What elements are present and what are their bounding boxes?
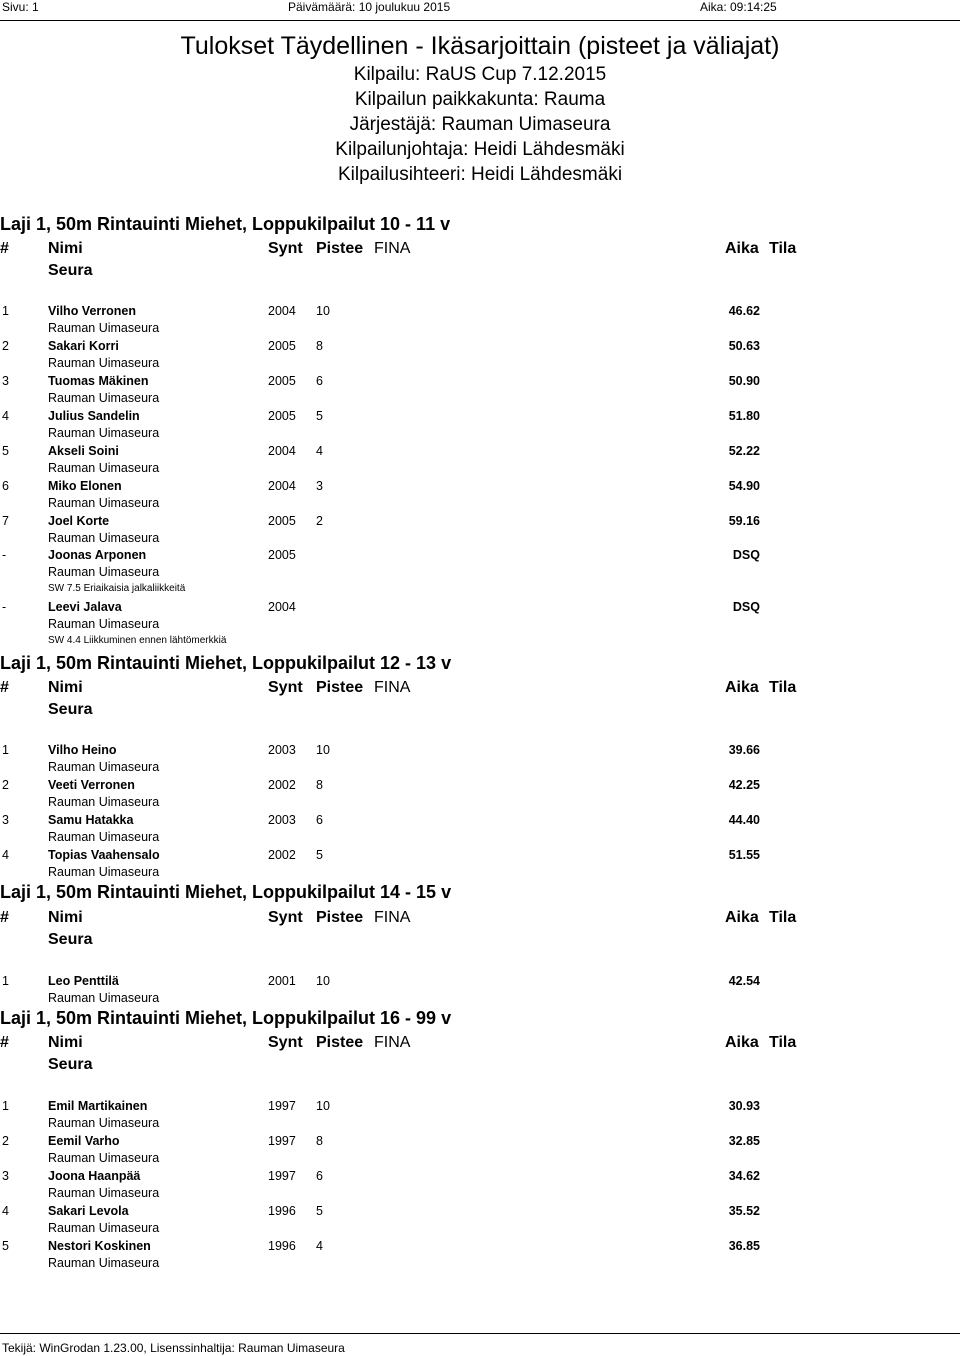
rank: 5 — [2, 444, 9, 458]
birth-year: 2003 — [268, 743, 296, 757]
points: 6 — [316, 1169, 323, 1183]
disqualification-note: SW 4.4 Liikkuminen ennen lähtömerkkiä — [48, 635, 227, 646]
birth-year: 2005 — [268, 514, 296, 528]
column-header-name: Nimi — [48, 679, 83, 696]
club-name: Rauman Uimaseura — [48, 830, 160, 844]
swimmer-name: Emil Martikainen — [48, 1099, 148, 1113]
column-header-time: Aika — [725, 240, 759, 257]
print-date: Päivämäärä: 10 joulukuu 2015 — [288, 0, 451, 14]
document-title: Tulokset Täydellinen - Ikäsarjoittain (pisteet ja väliajat) — [180, 32, 780, 60]
swimmer-name: Vilho Verronen — [48, 304, 136, 318]
column-header-row — [0, 239, 960, 283]
points: 8 — [316, 778, 323, 792]
column-header-row — [0, 1033, 960, 1077]
result-time: 52.22 — [728, 444, 760, 458]
rank: 2 — [2, 339, 9, 353]
club-name: Rauman Uimaseura — [48, 426, 160, 440]
event-title: Laji 1, 50m Rintauinti Miehet, Loppukilpailut 16 - 99 v — [0, 1008, 452, 1028]
page-header-bar — [0, 0, 960, 21]
club-name: Rauman Uimaseura — [48, 795, 160, 809]
column-header-yob: Synt — [268, 1034, 303, 1051]
club-name: Rauman Uimaseura — [48, 1256, 160, 1270]
footer-text: Tekijä: WinGrodan 1.23.00, Lisenssinhaltija: Rauman Uimaseura — [2, 1341, 345, 1355]
column-header-rank: # — [0, 1034, 9, 1051]
rank: 5 — [2, 1239, 9, 1253]
swimmer-name: Joel Korte — [48, 514, 110, 528]
club-name: Rauman Uimaseura — [48, 1186, 160, 1200]
competition-location: Kilpailun paikkakunta: Rauma — [354, 89, 606, 110]
birth-year: 1996 — [268, 1239, 296, 1253]
rank: 4 — [2, 1204, 9, 1218]
points: 3 — [316, 479, 323, 493]
competition-organizer: Järjestäjä: Rauman Uimaseura — [349, 114, 611, 135]
swimmer-name: Eemil Varho — [48, 1134, 120, 1148]
result-time: DSQ — [732, 600, 760, 614]
rank: 7 — [2, 514, 9, 528]
column-header-time: Aika — [725, 1034, 759, 1051]
swimmer-name: Topias Vaahensalo — [48, 848, 160, 862]
column-header-yob: Synt — [268, 909, 303, 926]
result-time: 35.52 — [728, 1204, 760, 1218]
swimmer-name: Nestori Koskinen — [48, 1239, 151, 1253]
rank: - — [2, 548, 7, 562]
birth-year: 2005 — [268, 409, 296, 423]
column-header-points: Pistee — [316, 679, 364, 696]
result-time: 59.16 — [728, 514, 760, 528]
club-name: Rauman Uimaseura — [48, 391, 160, 405]
rank: 1 — [2, 974, 9, 988]
event-title: Laji 1, 50m Rintauinti Miehet, Loppukilpailut 14 - 15 v — [0, 882, 452, 902]
swimmer-name: Veeti Verronen — [48, 778, 135, 792]
birth-year: 1997 — [268, 1099, 296, 1113]
rank: 3 — [2, 374, 9, 388]
club-name: Rauman Uimaseura — [48, 1151, 160, 1165]
club-name: Rauman Uimaseura — [48, 565, 160, 579]
column-header-status: Tila — [769, 1034, 797, 1051]
result-time: 50.63 — [728, 339, 760, 353]
column-header-club: Seura — [48, 1056, 93, 1073]
points: 6 — [316, 813, 323, 827]
birth-year: 2005 — [268, 339, 296, 353]
result-time: 44.40 — [728, 813, 760, 827]
column-header-time: Aika — [725, 909, 759, 926]
points: 2 — [316, 514, 323, 528]
event-title: Laji 1, 50m Rintauinti Miehet, Loppukilpailut 12 - 13 v — [0, 653, 452, 673]
column-header-name: Nimi — [48, 909, 83, 926]
result-time: 30.93 — [728, 1099, 760, 1113]
points: 5 — [316, 1204, 323, 1218]
swimmer-name: Sakari Korri — [48, 339, 119, 353]
result-time: 54.90 — [728, 479, 760, 493]
points: 10 — [316, 304, 330, 318]
column-header-club: Seura — [48, 701, 93, 718]
club-name: Rauman Uimaseura — [48, 321, 160, 335]
disqualification-note: SW 7.5 Eriaikaisia jalkaliikkeitä — [48, 583, 186, 594]
competition-name: Kilpailu: RaUS Cup 7.12.2015 — [353, 64, 607, 85]
birth-year: 1997 — [268, 1134, 296, 1148]
result-time: 36.85 — [728, 1239, 760, 1253]
column-header-rank: # — [0, 909, 9, 926]
club-name: Rauman Uimaseura — [48, 865, 160, 879]
column-header-fina: FINA — [374, 679, 411, 696]
column-header-name: Nimi — [48, 240, 83, 257]
column-header-yob: Synt — [268, 240, 303, 257]
event-title: Laji 1, 50m Rintauinti Miehet, Loppukilpailut 10 - 11 v — [0, 214, 451, 234]
column-header-rank: # — [0, 679, 9, 696]
print-time: Aika: 09:14:25 — [700, 0, 777, 14]
points: 4 — [316, 444, 323, 458]
result-time: 39.66 — [728, 743, 760, 757]
club-name: Rauman Uimaseura — [48, 1221, 160, 1235]
result-time: 51.55 — [728, 848, 760, 862]
birth-year: 2004 — [268, 479, 296, 493]
birth-year: 2002 — [268, 848, 296, 862]
column-header-points: Pistee — [316, 1034, 364, 1051]
result-time: DSQ — [732, 548, 760, 562]
points: 10 — [316, 743, 330, 757]
swimmer-name: Miko Elonen — [48, 479, 122, 493]
birth-year: 2003 — [268, 813, 296, 827]
column-header-name: Nimi — [48, 1034, 83, 1051]
page-footer — [0, 1333, 960, 1355]
swimmer-name: Joona Haanpää — [48, 1169, 141, 1183]
rank: 4 — [2, 409, 9, 423]
column-header-status: Tila — [769, 240, 797, 257]
column-header-fina: FINA — [374, 1034, 411, 1051]
birth-year: 2004 — [268, 444, 296, 458]
swimmer-name: Akseli Soini — [48, 444, 119, 458]
column-header-status: Tila — [769, 909, 797, 926]
club-name: Rauman Uimaseura — [48, 531, 160, 545]
club-name: Rauman Uimaseura — [48, 617, 160, 631]
column-header-status: Tila — [769, 679, 797, 696]
points: 8 — [316, 339, 323, 353]
result-time: 50.90 — [728, 374, 760, 388]
column-header-time: Aika — [725, 679, 759, 696]
rank: 1 — [2, 743, 9, 757]
points: 6 — [316, 374, 323, 388]
column-header-points: Pistee — [316, 909, 364, 926]
club-name: Rauman Uimaseura — [48, 1116, 160, 1130]
birth-year: 2004 — [268, 304, 296, 318]
result-time: 46.62 — [728, 304, 760, 318]
column-header-fina: FINA — [374, 909, 411, 926]
page-number: Sivu: 1 — [2, 0, 39, 14]
rank: - — [2, 600, 7, 614]
club-name: Rauman Uimaseura — [48, 461, 160, 475]
points: 10 — [316, 974, 330, 988]
points: 5 — [316, 409, 323, 423]
column-header-fina: FINA — [374, 240, 411, 257]
rank: 2 — [2, 1134, 9, 1148]
club-name: Rauman Uimaseura — [48, 760, 160, 774]
club-name: Rauman Uimaseura — [48, 356, 160, 370]
birth-year: 2002 — [268, 778, 296, 792]
column-header-points: Pistee — [316, 240, 364, 257]
rank: 3 — [2, 813, 9, 827]
swimmer-name: Leevi Jalava — [48, 600, 122, 614]
competition-secretary: Kilpailusihteeri: Heidi Lähdesmäki — [337, 164, 623, 185]
swimmer-name: Joonas Arponen — [48, 548, 147, 562]
result-time: 32.85 — [728, 1134, 760, 1148]
points: 4 — [316, 1239, 323, 1253]
rank: 2 — [2, 778, 9, 792]
swimmer-name: Samu Hatakka — [48, 813, 134, 827]
swimmer-name: Vilho Heino — [48, 743, 117, 757]
rank: 1 — [2, 304, 9, 318]
column-header-club: Seura — [48, 931, 93, 948]
points: 5 — [316, 848, 323, 862]
birth-year: 1996 — [268, 1204, 296, 1218]
birth-year: 2004 — [268, 600, 296, 614]
rank: 4 — [2, 848, 9, 862]
column-header-rank: # — [0, 240, 9, 257]
birth-year: 2001 — [268, 974, 296, 988]
points: 8 — [316, 1134, 323, 1148]
swimmer-name: Sakari Levola — [48, 1204, 129, 1218]
swimmer-name: Tuomas Mäkinen — [48, 374, 149, 388]
column-header-row — [0, 908, 960, 952]
club-name: Rauman Uimaseura — [48, 991, 160, 1005]
swimmer-name: Julius Sandelin — [48, 409, 140, 423]
birth-year: 2005 — [268, 374, 296, 388]
points: 10 — [316, 1099, 330, 1113]
result-time: 42.25 — [728, 778, 760, 792]
rank: 6 — [2, 479, 9, 493]
column-header-yob: Synt — [268, 679, 303, 696]
club-name: Rauman Uimaseura — [48, 496, 160, 510]
swimmer-name: Leo Penttilä — [48, 974, 119, 988]
rank: 1 — [2, 1099, 9, 1113]
birth-year: 2005 — [268, 548, 296, 562]
competition-director: Kilpailunjohtaja: Heidi Lähdesmäki — [335, 139, 625, 160]
rank: 3 — [2, 1169, 9, 1183]
column-header-row — [0, 678, 960, 722]
result-time: 42.54 — [728, 974, 760, 988]
birth-year: 1997 — [268, 1169, 296, 1183]
result-time: 34.62 — [728, 1169, 760, 1183]
column-header-club: Seura — [48, 262, 93, 279]
result-time: 51.80 — [728, 409, 760, 423]
